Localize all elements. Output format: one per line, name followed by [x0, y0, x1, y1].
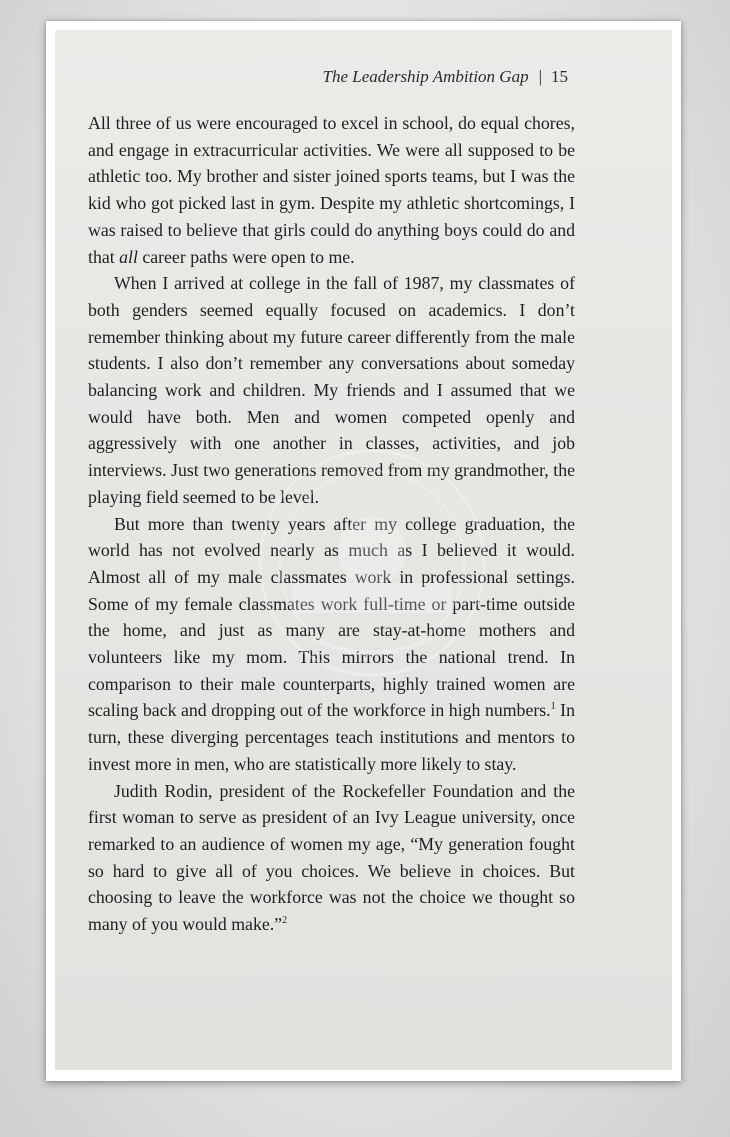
- photo-frame: [46, 21, 681, 1081]
- head-separator: |: [538, 67, 542, 86]
- paragraph-1-emphasis: all: [119, 246, 138, 267]
- running-head: [323, 67, 568, 87]
- paragraph-4: [88, 778, 575, 938]
- footnote-ref-1: 1: [550, 701, 556, 713]
- paragraph-2-text: When I arrived at college in the fall of 1987, my classmates of both genders seemed equally focused on academics. I don’t remember thinking about my future career differently from the male students. I also don’t remember any conversations about someday balancing work and children. My friends and I assumed that we would have both. Men and women competed openly and aggressively with one another in classes, activities, and job interviews. Just two generations removed from my grandmother, the playing field seemed to be level.: [88, 273, 575, 507]
- footnote-ref-2: 2: [282, 915, 288, 927]
- book-page: [55, 30, 672, 1070]
- paragraph-4-text: Judith Rodin, president of the Rockefeller Foundation and the first woman to serve as president of an Ivy League university, once remarked to an audience of women my age, “My generation fought so hard to give all of you choices. We believe in choices. But choosing to leave the workforce was not the choice we thought so many of you would make.”: [88, 780, 575, 935]
- paragraph-3-text-b: In turn, these diverging percentages teach institutions and mentors to invest more in men, who are statistically more likely to stay.: [88, 700, 575, 774]
- chapter-title: The Leadership Ambition Gap: [322, 67, 529, 86]
- paragraph-1-text-b: career paths were open to me.: [137, 246, 355, 267]
- paragraph-3: [88, 511, 575, 778]
- paragraph-2: [88, 270, 575, 510]
- body-text: [88, 110, 575, 938]
- paragraph-3-text-a: But more than twenty years after my college graduation, the world has not evolved nearly as much as I believed it would. Almost all of my male classmates work in professional settings. Some of my female classmates work full-time or part-time outside the home, and just as many are stay-at-home mothers and volunteers like my mom. This mirrors the national trend. In comparison to their male counterparts, highly trained women are scaling back and dropping out of the workforce in high numbers.: [88, 513, 575, 721]
- page-number: 15: [551, 67, 568, 86]
- paragraph-1-text-a: All three of us were encouraged to excel in school, do equal chores, and engage in extracurricular activities. We were all supposed to be athletic too. My brother and sister joined sports teams, but I was the kid who got picked last in gym. Despite my athletic shortcomings, I was raised to believe that girls could do anything boys could do and that: [88, 113, 575, 267]
- paragraph-1: [88, 110, 575, 270]
